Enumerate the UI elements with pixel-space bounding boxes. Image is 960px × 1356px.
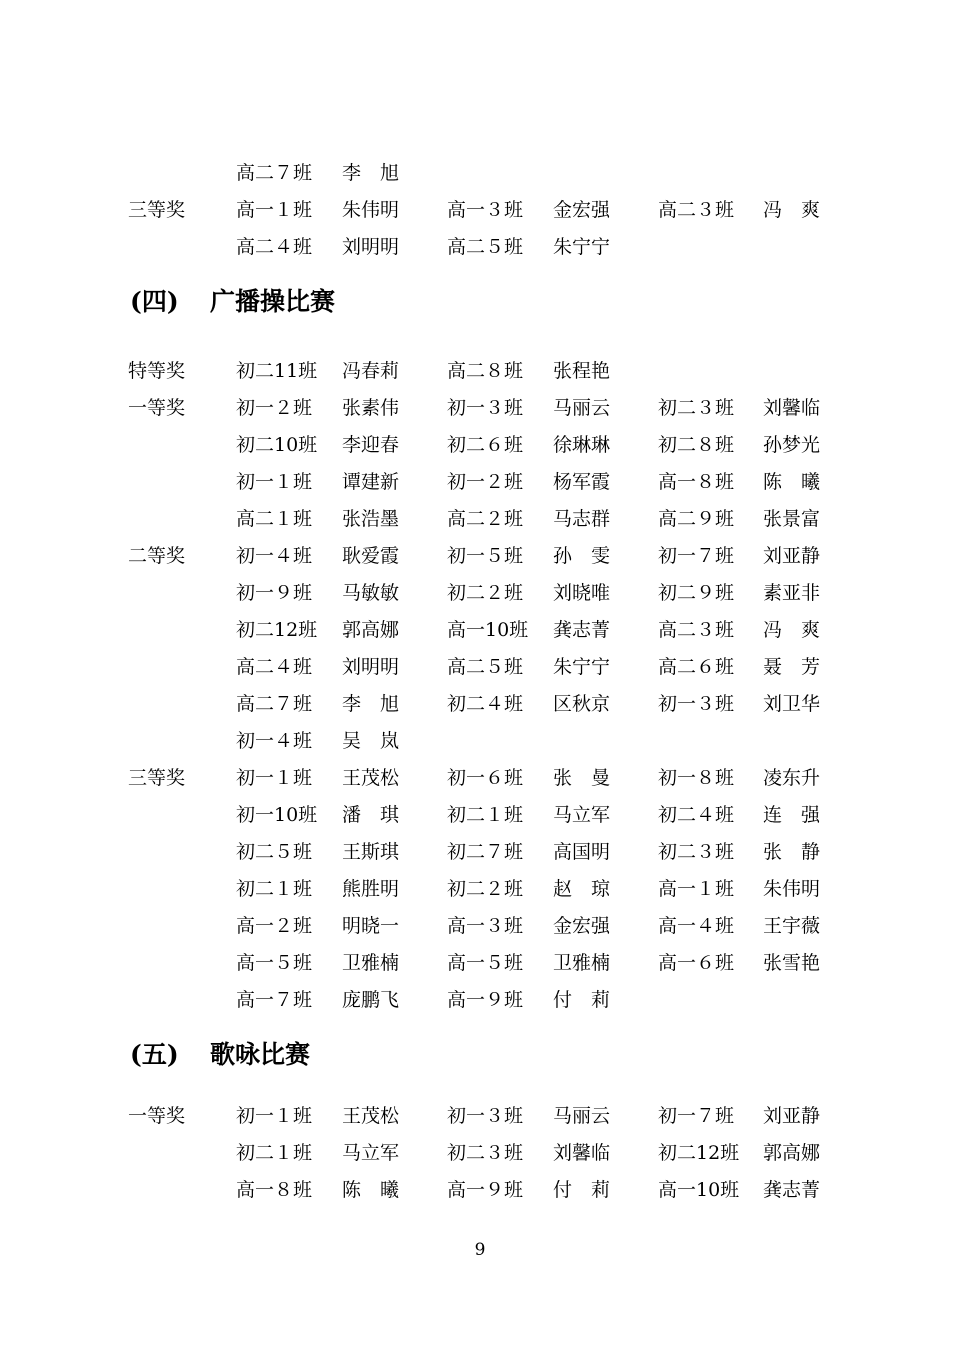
winner-name: 马丽云 [553,1105,611,1127]
winner-name: 刘卫华 [763,693,821,715]
class-name: 初二４班 [447,693,524,715]
class-name: 高一６班 [658,952,735,974]
class-name: 高一９班 [447,1179,524,1201]
class-name: 初一５班 [447,545,524,567]
winner-name: 高国明 [553,841,611,863]
class-name: 高二１班 [236,508,313,530]
class-name: 初一１班 [236,767,313,789]
class-name: 初一９班 [236,582,313,604]
winner-name: 孙 雯 [553,545,611,567]
winner-name: 区秋京 [553,693,611,715]
class-name: 高一１班 [658,878,735,900]
section-heading [130,284,335,320]
class-name: 初一４班 [236,730,313,752]
class-name: 初一６班 [447,767,524,789]
winner-name: 王斯琪 [342,841,400,863]
class-name: 高二６班 [658,656,735,678]
winner-name: 张程艳 [553,360,611,382]
winner-name: 朱宁宁 [553,656,611,678]
winner-name: 张素伟 [342,397,400,419]
winner-name: 张景富 [763,508,821,530]
award-row [0,800,960,830]
class-name: 初二10班 [236,434,318,456]
class-name: 初二３班 [658,841,735,863]
class-name: 高一２班 [236,915,313,937]
section-number: (四) [130,287,179,316]
class-name: 高一３班 [447,199,524,221]
class-name: 初一７班 [658,1105,735,1127]
class-name: 高二４班 [236,656,313,678]
class-name: 初一２班 [447,471,524,493]
section-number: (五) [130,1040,179,1069]
class-name: 高一８班 [236,1179,313,1201]
class-name: 初二２班 [447,582,524,604]
winner-name: 素亚非 [763,582,821,604]
winner-name: 马立军 [342,1142,400,1164]
award-row [0,615,960,645]
class-name: 初一７班 [658,545,735,567]
winner-name: 卫雅楠 [553,952,611,974]
winner-name: 郭高娜 [763,1142,821,1164]
class-name: 初一３班 [447,1105,524,1127]
winner-name: 李迎春 [342,434,400,456]
award-row [0,689,960,719]
winner-name: 冯春莉 [342,360,400,382]
class-name: 初一８班 [658,767,735,789]
class-name: 初一３班 [658,693,735,715]
winner-name: 张 静 [763,841,821,863]
section-title: 广播操比赛 [210,287,336,316]
winner-name: 张浩墨 [342,508,400,530]
winner-name: 张 曼 [553,767,611,789]
winner-name: 李 旭 [342,162,400,184]
award-row [0,578,960,608]
class-name: 初一４班 [236,545,313,567]
award-level: 特等奖 [128,360,186,382]
winner-name: 刘晓唯 [553,582,611,604]
class-name: 高二８班 [447,360,524,382]
winner-name: 马敏敏 [342,582,400,604]
winner-name: 王茂松 [342,1105,400,1127]
winner-name: 刘亚静 [763,1105,821,1127]
page-number: 9 [474,1240,486,1260]
class-name: 高一９班 [447,989,524,1011]
class-name: 高一10班 [447,619,529,641]
section-heading [130,1037,310,1073]
winner-name: 杨军霞 [553,471,611,493]
award-level: 二等奖 [128,545,186,567]
winner-name: 庞鹏飞 [342,989,400,1011]
winner-name: 张雪艳 [763,952,821,974]
winner-name: 潘 琪 [342,804,400,826]
winner-name: 聂 芳 [763,656,821,678]
class-name: 初二１班 [236,878,313,900]
class-name: 高一５班 [447,952,524,974]
class-name: 高二２班 [447,508,524,530]
section-title: 歌咏比赛 [210,1040,311,1069]
award-row [0,948,960,978]
winner-name: 付 莉 [553,1179,611,1201]
class-name: 初二７班 [447,841,524,863]
class-name: 初二２班 [447,878,524,900]
award-row [0,232,960,262]
award-level: 一等奖 [128,397,186,419]
class-name: 初二３班 [658,397,735,419]
award-row [0,195,960,225]
class-name: 高一３班 [447,915,524,937]
class-name: 初二５班 [236,841,313,863]
winner-name: 马立军 [553,804,611,826]
winner-name: 吴 岚 [342,730,400,752]
winner-name: 金宏强 [553,915,611,937]
winner-name: 刘明明 [342,236,400,258]
award-row [0,158,960,188]
class-name: 初一３班 [447,397,524,419]
class-name: 高一７班 [236,989,313,1011]
award-row [0,504,960,534]
award-row [0,837,960,867]
class-name: 高一４班 [658,915,735,937]
winner-name: 冯 爽 [763,619,821,641]
class-name: 高二５班 [447,656,524,678]
class-name: 高二３班 [658,619,735,641]
class-name: 高一８班 [658,471,735,493]
winner-name: 付 莉 [553,989,611,1011]
award-row [0,393,960,423]
award-level: 三等奖 [128,767,186,789]
class-name: 初一１班 [236,471,313,493]
award-level: 三等奖 [128,199,186,221]
class-name: 初二３班 [447,1142,524,1164]
class-name: 初二６班 [447,434,524,456]
winner-name: 明晓一 [342,915,400,937]
award-row [0,541,960,571]
winner-name: 熊胜明 [342,878,400,900]
winner-name: 赵 琼 [553,878,611,900]
winner-name: 龚志菁 [553,619,611,641]
class-name: 高二９班 [658,508,735,530]
winner-name: 卫雅楠 [342,952,400,974]
winner-name: 孙梦光 [763,434,821,456]
class-name: 高二７班 [236,162,313,184]
class-name: 高二４班 [236,236,313,258]
winner-name: 朱宁宁 [553,236,611,258]
award-row [0,652,960,682]
class-name: 初二８班 [658,434,735,456]
class-name: 初二１班 [236,1142,313,1164]
award-row [0,356,960,386]
winner-name: 李 旭 [342,693,400,715]
class-name: 高一10班 [658,1179,740,1201]
winner-name: 冯 爽 [763,199,821,221]
award-row [0,726,960,756]
winner-name: 朱伟明 [342,199,400,221]
winner-name: 马丽云 [553,397,611,419]
winner-name: 陈 曦 [342,1179,400,1201]
award-row [0,1101,960,1131]
award-row [0,1138,960,1168]
award-row [0,763,960,793]
class-name: 初一10班 [236,804,318,826]
winner-name: 王宇薇 [763,915,821,937]
award-row [0,467,960,497]
winner-name: 耿爱霞 [342,545,400,567]
award-level: 一等奖 [128,1105,186,1127]
award-row [0,1175,960,1205]
class-name: 高二５班 [447,236,524,258]
winner-name: 刘馨临 [553,1142,611,1164]
class-name: 初二４班 [658,804,735,826]
class-name: 初二９班 [658,582,735,604]
class-name: 初一１班 [236,1105,313,1127]
winner-name: 王茂松 [342,767,400,789]
class-name: 初二11班 [236,360,318,382]
winner-name: 龚志菁 [763,1179,821,1201]
class-name: 高二７班 [236,693,313,715]
winner-name: 刘馨临 [763,397,821,419]
winner-name: 连 强 [763,804,821,826]
winner-name: 陈 曦 [763,471,821,493]
winner-name: 郭高娜 [342,619,400,641]
winner-name: 凌东升 [763,767,821,789]
winner-name: 谭建新 [342,471,400,493]
class-name: 初二12班 [236,619,318,641]
winner-name: 金宏强 [553,199,611,221]
winner-name: 徐琳琳 [553,434,611,456]
class-name: 初一２班 [236,397,313,419]
winner-name: 朱伟明 [763,878,821,900]
winner-name: 刘明明 [342,656,400,678]
class-name: 高二３班 [658,199,735,221]
award-row [0,911,960,941]
class-name: 高一５班 [236,952,313,974]
award-row [0,874,960,904]
award-row [0,985,960,1015]
award-row [0,430,960,460]
class-name: 高一１班 [236,199,313,221]
class-name: 初二12班 [658,1142,740,1164]
winner-name: 马志群 [553,508,611,530]
winner-name: 刘亚静 [763,545,821,567]
class-name: 初二１班 [447,804,524,826]
